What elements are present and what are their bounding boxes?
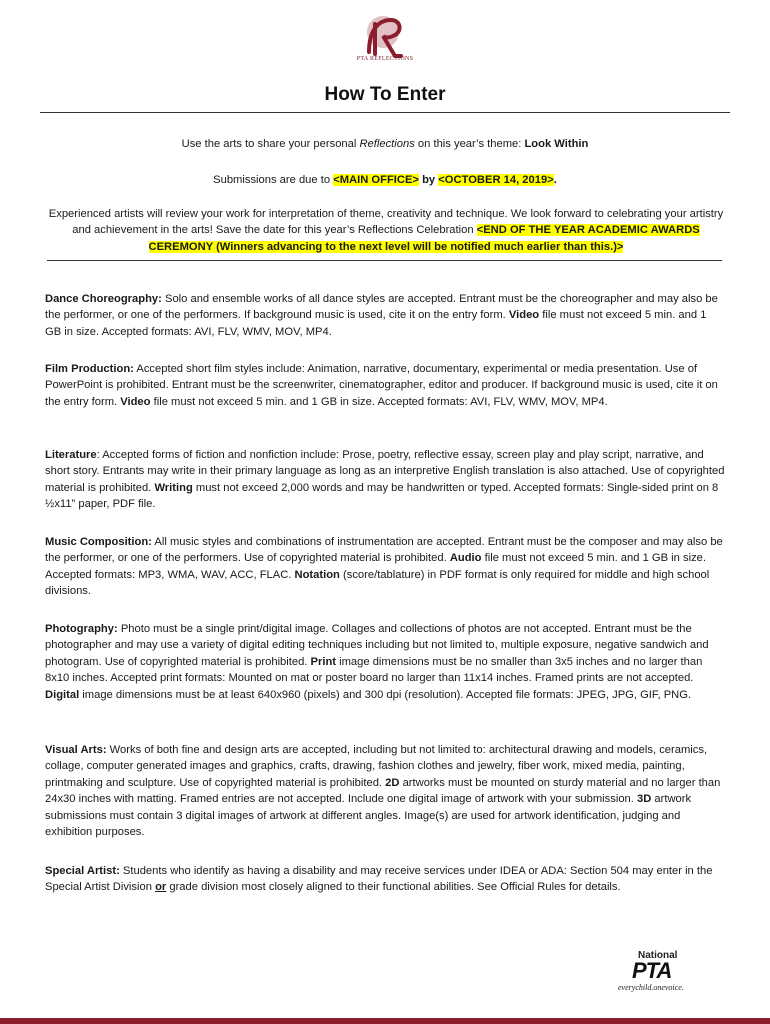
special-artist-text-2: grade division most closely aligned to their functional abilities. See Official Rules for details. xyxy=(166,881,621,894)
theme-name: Look Within xyxy=(524,138,589,150)
music-text: All music styles and combinations of instrumentation are accepted. Entrant must be the composer and may also be the performer, or one of the performers. Use of copyrighted material is prohibited. xyxy=(45,536,723,565)
due-end: . xyxy=(553,174,557,186)
literature-text-2: must not exceed 2,000 words and may be handwritten or typed. Accepted formats: Single-sided print on 8 ½x11” paper, PDF file. xyxy=(45,481,719,511)
page-title: How To Enter xyxy=(324,84,446,105)
film-text-2: file must not exceed 5 min. and 1 GB in size. Accepted formats: AVI, FLV, WMV, MOV, MP4. xyxy=(150,395,608,408)
film-text: Accepted short film styles include: Animation, narrative, documentary, experimental or media presentation. Use of PowerPoint is prohibited. Entrant must be the screenwriter, cinematographer, editor and producer. If background music is used, cite it on the entry form. xyxy=(45,363,718,408)
dance-bold: Video xyxy=(508,309,540,322)
dance-text-2: file must not exceed 5 min. and 1 GB in size. Accepted formats: AVI, FLV, WMV, MOV, MP4. xyxy=(45,309,707,338)
celebration-date: <END OF THE YEAR ACADEMIC AWARDS CEREMONY (Winners advancing to the next level will be notified much earlier than this.)> xyxy=(148,224,700,253)
photography-label: Photography: xyxy=(45,623,118,635)
pta-main: PTA xyxy=(632,958,672,983)
logo-caption: PTA REFLECTIONS xyxy=(356,56,414,62)
section-divider xyxy=(47,260,722,261)
literature-label: Literature xyxy=(45,449,97,461)
film-section xyxy=(45,361,725,410)
pta-national: National xyxy=(638,950,678,961)
music-label: Music Composition: xyxy=(45,536,152,548)
dance-text: Solo and ensemble works of all dance styles are accepted. Entrant must be the choreographer and may also be the performer, or one of the performers. If background music is used, cite it on the entry form. xyxy=(45,293,718,322)
music-section xyxy=(45,534,725,600)
music-bold-2: Notation xyxy=(294,568,340,581)
literature-section xyxy=(45,447,725,513)
due-text: Submissions are due to xyxy=(213,174,334,186)
music-bold: Audio xyxy=(449,552,482,565)
photography-text-3: image dimensions must be at least 640x960 (pixels) and 300 dpi (resolution). Accepted file formats: JPEG, JPG, GIF, PNG. xyxy=(79,688,692,701)
film-label: Film Production: xyxy=(45,363,134,375)
visual-arts-text-2: artworks must be mounted on sturdy material and no larger than 24x30 inches with matting. Framed entries are not accepted. Include one digital image of artwork with your submission. xyxy=(45,776,721,806)
literature-text: : Accepted forms of fiction and nonfiction include: Prose, poetry, reflective essay, screen play and play script, narrative, and short story. Entrants may write in their primary language as long as an interpretive English translation is also attached. Use of copyrighted material is prohibited. xyxy=(45,449,725,494)
title-divider xyxy=(40,112,730,113)
due-place: <MAIN OFFICE> xyxy=(333,174,419,186)
photography-bold: Print xyxy=(310,655,337,668)
photography-text-2: image dimensions must be no smaller than 3x5 inches and no larger than 8x10 inches. Accepted print formats: Mounted on mat or poster board no larger than 11x14 inches. Framed prints are not accepted. xyxy=(45,655,703,685)
visual-arts-section xyxy=(45,742,725,840)
special-artist-label: Special Artist: xyxy=(45,865,120,877)
special-artist-section xyxy=(45,863,725,896)
pta-tagline: everychild.onevoice. xyxy=(618,983,684,992)
due-line xyxy=(0,172,770,188)
theme-mid: on this year’s theme: xyxy=(414,138,525,150)
theme-text: Use the arts to share your personal xyxy=(181,138,360,150)
music-text-3: (score/tablature) in PDF format is only required for middle and high school divisions. xyxy=(45,568,710,598)
photography-text: Photo must be a single print/digital image. Collages and collections of photos are not accepted. Entrant must be the photographer and may use a variety of digital editing techniques including but not limited to, multiple exposure, negative sandwich and photogram. Use of copyrighted material is prohibited. xyxy=(45,623,709,668)
visual-arts-text: Works of both fine and design arts are accepted, including but not limited to: architectural drawing and models, ceramics, collage, computer generated images and graphics, crafts, drawing, fashion clothes and jewelry, fiber work, mixed media, painting, printmaking and sculpture. Use of copyrighted material is prohibited. xyxy=(45,744,708,789)
visual-arts-label: Visual Arts: xyxy=(45,744,107,756)
national-pta-logo xyxy=(618,950,708,996)
visual-arts-text-3: artwork submissions must contain 3 digital images of artwork at different angles. Image(s) are used for artwork identification, judging and exhibition purposes. xyxy=(45,793,692,839)
literature-bold: Writing xyxy=(154,481,193,494)
review-paragraph xyxy=(47,206,725,255)
special-artist-text: Students who identify as having a disability and may receive services under IDEA or ADA: Section 504 may enter in the Special Artist Division xyxy=(45,865,713,894)
photography-bold-2: Digital xyxy=(45,688,80,701)
visual-arts-bold-2: 3D xyxy=(637,793,652,806)
due-date: <OCTOBER 14, 2019> xyxy=(438,174,554,186)
reflections-em: Reflections xyxy=(359,138,415,150)
theme-line xyxy=(0,136,770,152)
visual-arts-bold: 2D xyxy=(385,776,400,789)
music-text-2: file must not exceed 5 min. and 1 GB in size. Accepted formats: MP3, WMA, WAV, ACC, FLAC. xyxy=(45,552,706,581)
dance-label: Dance Choreography: xyxy=(45,293,162,305)
due-by: by xyxy=(418,174,439,186)
footer-bar xyxy=(0,1018,770,1024)
film-bold: Video xyxy=(120,395,151,408)
review-text: Experienced artists will review your work for interpretation of theme, creativity and technique. We look forward to celebrating your artistry and achievement in the arts! Save the date for this year’s Reflections Celebration xyxy=(48,208,724,237)
special-artist-or: or xyxy=(155,881,167,894)
dance-section xyxy=(45,291,725,340)
photography-section xyxy=(45,621,725,703)
